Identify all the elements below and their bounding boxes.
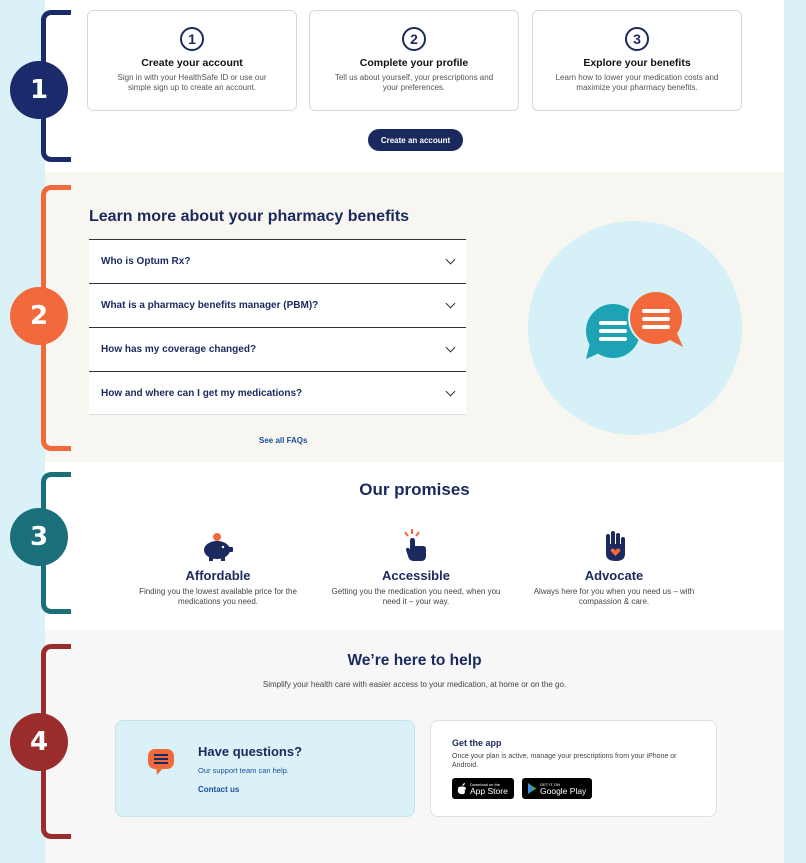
faq-question: Who is Optum Rx? [101,256,191,267]
section-badge-2: 2 [10,287,68,345]
step-title: Explore your benefits [583,57,691,69]
promise-title: Affordable [185,568,251,583]
help-subtitle: Simplify your health care with easier access to your medication, at home or on the go. [262,680,567,689]
faq-title: Learn more about your pharmacy benefits [89,208,410,225]
faq-accordion [89,239,466,415]
contact-us-link[interactable]: Contact us [198,785,240,794]
piggy-bank-icon [201,532,235,562]
step-description: Learn how to lower your medication costs and maximize your pharmacy benefits. [555,73,719,92]
step-number: 2 [402,27,426,51]
google-play-icon [527,783,537,794]
hand-heart-icon [601,530,627,562]
promise-advocate [524,528,704,607]
step-card-explore-benefits [532,10,742,111]
see-all-faqs-link[interactable]: See all FAQs [259,436,308,445]
promise-affordable [128,528,308,607]
google-play-small-text: GET IT ON [540,781,560,787]
chevron-down-icon [446,386,456,396]
questions-description: Our support team can help. [198,766,289,775]
section-badge-1: 1 [10,61,68,119]
app-store-button[interactable] [452,778,514,799]
step-number: 3 [625,27,649,51]
step-card-create-account [87,10,297,111]
apple-icon [457,783,467,795]
questions-title: Have questions? [198,744,303,759]
faq-item-pbm[interactable] [89,283,466,327]
app-store-text: App Store [470,785,508,796]
promises-title: Our promises [359,480,470,499]
help-title: We’re here to help [347,652,482,669]
chevron-down-icon [446,299,456,309]
get-app-card [430,720,717,817]
step-title: Create your account [141,57,243,69]
step-description: Tell us about yourself, your prescriptions and your preferences. [334,73,494,92]
app-store-small-text: Download on the [470,781,501,787]
promise-accessible [326,528,506,607]
section-badge-3: 3 [10,508,68,566]
get-app-description: Once your plan is active, manage your prescriptions from your iPhone or Android. [452,753,677,769]
section-badge-4: 4 [10,713,68,771]
step-description: Sign in with your HealthSafe ID or use our simple sign up to create an account. [117,73,267,92]
google-play-text: Google Play [540,785,587,796]
chevron-down-icon [446,343,456,353]
google-play-button[interactable] [522,778,592,799]
chat-bubbles-illustration [528,221,742,435]
get-app-title: Get the app [452,738,502,748]
chat-icon [146,747,176,777]
step-number: 1 [180,27,204,51]
faq-item-medications[interactable] [89,371,466,415]
create-account-button[interactable]: Create an account [368,129,463,151]
pointing-hand-icon [402,528,430,562]
faq-item-coverage[interactable] [89,327,466,371]
faq-question: How and where can I get my medications? [101,387,303,399]
promise-description: Getting you the medication you need, when you need it – your way. [331,587,501,606]
faq-question: What is a pharmacy benefits manager (PBM)? [101,300,319,311]
faq-question: How has my coverage changed? [101,344,257,355]
promise-description: Always here for you when you need us – with compassion & care. [533,587,695,606]
promise-title: Accessible [382,568,450,583]
page [45,0,784,863]
chevron-down-icon [446,255,456,265]
step-card-complete-profile [309,10,519,111]
chat-bubbles-icon [528,221,742,435]
step-title: Complete your profile [359,57,469,69]
promise-title: Advocate [584,568,644,583]
questions-card [115,720,415,817]
promise-description: Finding you the lowest available price for the medications you need. [139,587,297,606]
faq-item-optum-rx[interactable] [89,239,466,283]
